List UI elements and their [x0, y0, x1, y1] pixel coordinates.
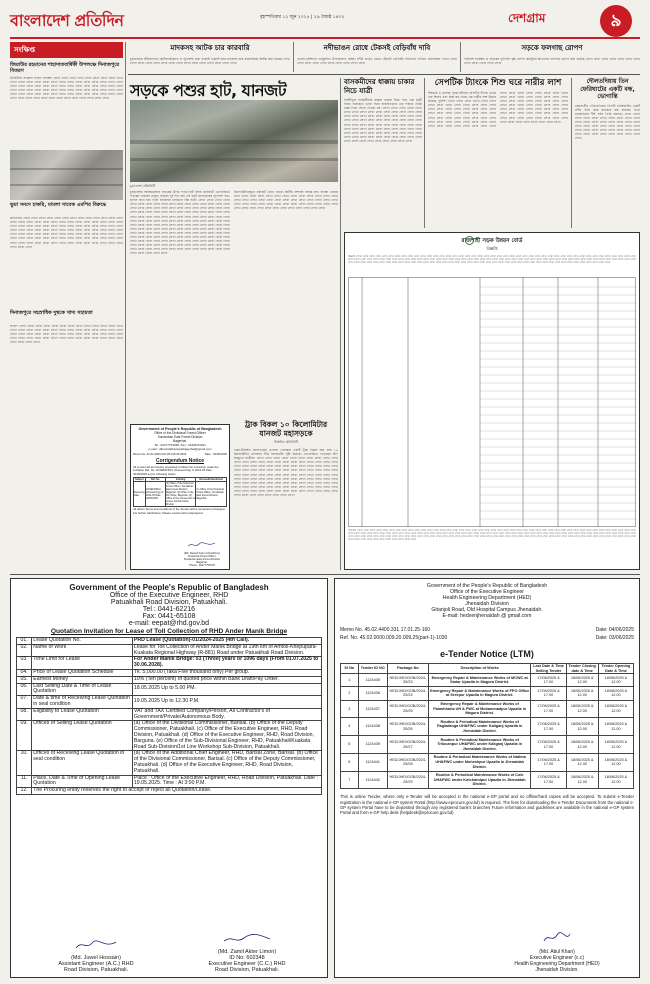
- hed-dept: Health Engineering Department (HED): [442, 595, 532, 601]
- rhd-row-label: Offices of Selling Lease Quotation: [32, 721, 133, 751]
- hed-cell-pkg: HED/JHD/GOB/2024-25/24: [387, 687, 428, 700]
- rhd-table-row: [17, 708, 322, 721]
- corr-memo: Memo No: 22.01.0000.031.05.016.25.2603: [133, 452, 187, 456]
- hed-cell-close: 18/06/2025 & 12.00: [566, 736, 598, 754]
- hed-cell-close: 18/06/2025 & 12.00: [566, 771, 598, 789]
- corr-footer: All others Terms and conditions of the Tender will be remained unchanged. For further clarification, Please contact with undersigned.: [133, 507, 226, 515]
- hed-place: Jhenaidah Division: [465, 601, 509, 607]
- hed-cell-close: 18/06/2025 & 12.00: [566, 687, 598, 700]
- rhd-title: Quotation Invitation for Lease of Toll Collection of RHD Ander Manik Bridge: [50, 628, 288, 635]
- hed-sig-name: (Md. Atiul Khan): [539, 949, 575, 955]
- hed-cell-id: 1124436: [358, 687, 387, 700]
- rhd-table-row: [17, 644, 322, 657]
- hed-ref: Ref. No. 45.02.0000.009.20.009.25(part-1)-1030: [340, 635, 448, 641]
- story4: [575, 78, 640, 204]
- hed-cell-sl: 4: [341, 718, 359, 736]
- brief-heading: সংক্ষিপ্ত: [10, 42, 123, 58]
- rhd-row-value: (a) Office of the Divisional Commissioner, Barisal. (b) Office of the Deputy Commissioner, Patuakhali. (c) Office of the Executive Engineer, RHD, Road Division, Patuakhali. (d) Office of the Executive Engineer, RHD, Road Division, Barguna. (e) Office of the Sub-Divisional Engineer, RHD, Patuakhali/Kuakata Road Sub-Division/1st Line Workshop Sub-Division, Patuakhali.: [132, 721, 321, 751]
- hed-th: Package No: [387, 664, 428, 674]
- corr-division: Sundarban East Forest Division: [157, 435, 203, 439]
- corr-td: 22/SEFD/RLV (Outsourcing) of 2024-25 Date : 03/06/2025: [146, 482, 166, 507]
- signature-scribble: [222, 933, 272, 945]
- hed-cell-pkg: HED/JHD/GOB/2024-25/27: [387, 736, 428, 754]
- hed-cell-open: 18/06/2025 & 12.00: [598, 753, 633, 771]
- hed-table-row: [341, 736, 634, 754]
- hed-cell-sl: 3: [341, 700, 359, 718]
- rhd-row-value: (a) Office of the Additional Chief Engineer, RHD, Barisal Zone, Barisal. (b) Office of the Divisional Commissioner, Barisal. (c) Office of the Deputy Commissioner, Patuakhali. (d) Office of the Executive Engineer, RHD, Road Division, Patuakhali.: [132, 751, 321, 775]
- corr-contact: Tel : 02477751538, Fax : 04468-63231: [154, 443, 206, 447]
- hed-cell-sl: 2: [341, 687, 359, 700]
- corr-td: Recieving Date: [134, 482, 146, 507]
- corr-th-subject: Subject: [135, 478, 144, 482]
- rhd-row-value: Place : Office of the Executive Engineer, RHD, Road Division, Patuakhali. Date : 19.05.2025. Time : At 3:00 P.M.: [132, 775, 321, 788]
- hed-th: Description of Works: [428, 664, 531, 674]
- rhd-row-label: Name of Work: [32, 644, 133, 657]
- rhd-row-number: 11.: [17, 775, 32, 788]
- top-story-3-body: পরিবেশ সংরক্ষণ ও সড়কের দুইপাশে বৃক্ষ রোপণ কর্মসূচির আওতায় ফলগাছ রোপণ করা হয়েছে লেখা লেখা লেখা লেখা লেখা লেখা লেখা লেখা লেখা লেখা লেখা লেখা: [464, 57, 640, 66]
- hed-cell-pkg: HED/JHD/GOB/2024-25/28: [387, 753, 428, 771]
- story5-headline: ট্রাক বিকল ১০ কিলোমিটার যানজট মহাসড়কে: [244, 420, 328, 438]
- hed-cell-pkg: HED/JHD/GOB/2024-25/25: [387, 700, 428, 718]
- rhd-sig2-title: Executive Engineer (C.C.) RHD: [208, 961, 286, 967]
- hed-cell-desc: Emergency Repair & Maintenance Works of Palashbaria UH & FWC at Mohammadpur Upazila in Magura District.: [428, 700, 531, 718]
- hed-cell-id: 1124438: [358, 718, 387, 736]
- rhd-row-number: 06.: [17, 683, 32, 696]
- hed-cell-desc: Emergency Repair & Maintenance Works of FPO Office at Sreepur Upazila in Magura District.: [428, 687, 531, 700]
- rhd-sig2-place: Road Division, Patuakhali.: [214, 967, 280, 973]
- rhd-row-label: The Procuring entity reserves the right to accept or reject all Quotation/Lease.: [32, 788, 322, 795]
- story2-body: গাজীপুরে বাসকর্মীদের ধাক্কায় চাকার নিচে পড়ে এক যাত্রী নিহত হয়েছেন। ভাড়া নিয়ে বাকবিতণ্ডার এক পর্যায়ে তাঁকে ধাক্কা দিয়ে ফেলে দেওয়া হয়। লেখা লেখা লেখা লেখা লেখা লেখা লেখা লেখা লেখা লেখা লেখা লেখা লেখা লেখা লেখা লেখা লেখা লেখা লেখা লেখা লেখা লেখা লেখা লেখা লেখা লেখা লেখা লেখা লেখা লেখা লেখা লেখা লেখা লেখা লেখা লেখা লেখা লেখা লেখা লেখা লেখা লেখা লেখা লেখা লেখা লেখা লেখা লেখা লেখা লেখা লেখা লেখা লেখা লেখা লেখা লেখা লেখা লেখা লেখা লেখা লেখা লেখা লেখা লেখা লেখা লেখা লেখা লেখা লেখা লেখা লেখা লেখা লেখা লেখা লেখা লেখা লেখা লেখা লেখা লেখা লেখা লেখা লেখা লেখা: [344, 98, 422, 143]
- corr-sig-name: (Md. Rezaul Karim Chowdhury): [183, 552, 221, 555]
- top-story-1-headline: মাদকসহ আটক চার কারবারি: [170, 44, 250, 52]
- corr-email: e-mail : dfosundarbaneastbagerhat@gmail.com: [148, 447, 212, 451]
- corr-signature: [178, 533, 226, 567]
- hed-th: Last Date & Time Selling Tender: [531, 664, 566, 674]
- hed-th: Sl No: [341, 664, 359, 674]
- rhd-table-row: [17, 788, 322, 795]
- signature-scribble: [187, 542, 217, 548]
- corr-sig-place: Bagerhat.: [196, 561, 208, 564]
- hed-cell-close: 18/06/2025 & 12.00: [566, 718, 598, 736]
- brief-item-body: সংবাদ লেখা লেখা লেখা লেখা লেখা লেখা লেখা লেখা লেখা লেখা লেখা লেখা লেখা লেখা লেখা লেখা লেখা লেখা লেখা লেখা লেখা লেখা লেখা লেখা লেখা লেখা লেখা লেখা লেখা লেখা লেখা লেখা লেখা লেখা লেখা লেখা লেখা লেখা লেখা লেখা লেখা লেখা লেখা লেখা লেখা লেখা লেখা লেখা লেখা লেখা লেখা লেখা লেখা লেখা লেখা লেখা লেখা লেখা লেখা: [10, 324, 123, 345]
- rhd-row-number: 09.: [17, 721, 32, 751]
- rhd-table-row: [17, 683, 322, 696]
- hed-memo-date: Date: 04/06/2025: [595, 627, 634, 633]
- hed-memo: Memo No. 45.02.4400.331.17.01.25-160: [340, 627, 431, 633]
- rhd-sig2-name: (Md. Zamil Akter Limon): [217, 949, 277, 955]
- lead-body-col1: চুয়াডাঙ্গার আলমডাঙ্গায় সড়কের উপর পশুর হাট বসায় যানজটে ভোগান্তিতে পড়ছেন সাধারণ মানুষ। সপ্তাহে দুই দিন বসা এই হাটে মহাসড়কের দুইপাশে গরু-ছাগল রাখা হয়। ফলে যানবাহন চলাচলে বিঘ্ন ঘটে। লেখা লেখা লেখা লেখা লেখা লেখা লেখা লেখা লেখা লেখা লেখা লেখা লেখা লেখা লেখা লেখা লেখা লেখা লেখা লেখা লেখা লেখা লেখা লেখা লেখা লেখা লেখা লেখা লেখা লেখা লেখা লেখা লেখা লেখা লেখা লেখা লেখা লেখা লেখা লেখা লেখা লেখা লেখা লেখা লেখা লেখা লেখা লেখা লেখা লেখা লেখা লেখা লেখা লেখা লেখা লেখা লেখা লেখা লেখা লেখা লেখা লেখা লেখা লেখা লেখা লেখা লেখা লেখা লেখা লেখা লেখা লেখা লেখা লেখা লেখা লেখা লেখা লেখা লেখা লেখা লেখা লেখা লেখা লেখা লেখা লেখা লেখা লেখা লেখা লেখা লেখা লেখা লেখা লেখা লেখা লেখা লেখা লেখা লেখা লেখা লেখা লেখা লেখা লেখা লেখা লেখা লেখা লেখা লেখা লেখা লেখা লেখা লেখা লেখা লেখা লেখা লেখা লেখা লেখা লেখা লেখা লেখা লেখা লেখা লেখা লেখা লেখা লেখা লেখা লেখা লেখা লেখা লেখা লেখা লেখা লেখা লেখা লেখা লেখা লেখা লেখা লেখা লেখা লেখা লেখা লেখা লেখা লেখা লেখা লেখা লেখা লেখা লেখা লেখা লেখা লেখা লেখা লেখা লেখা লেখা লেখা লেখা লেখা লেখা লেখা: [130, 190, 230, 256]
- hed-cell-close: 18/06/2025 & 12.00: [566, 674, 598, 687]
- brief-photo: [10, 150, 123, 200]
- rhd-table-row: [17, 657, 322, 670]
- rhd-sig1: [41, 936, 151, 973]
- corr-sig-office: Sundarban East Forest Division: [183, 558, 221, 561]
- top-story-1-body: চুয়াডাঙ্গার জীবননগরে মোটরসাইকেলে ও পুলিশের চেক পয়েন্টে তল্লাশি করে মাদকসহ চার কারবারিকে আটক করা হয়েছে লেখা লেখা লেখা লেখা লেখা লেখা লেখা লেখা লেখা লেখা লেখা লেখা লেখা লেখা লেখা: [130, 57, 290, 66]
- rhd-row-label: Price of Lease Quotation Schedule: [32, 669, 133, 676]
- hed-cell-open: 18/06/2025 & 12.00: [598, 687, 633, 700]
- corr-office: Office of the Divisional Forest Officer: [154, 431, 206, 435]
- corr-memo-row: [133, 452, 227, 456]
- hed-th: Tender ID NO: [358, 664, 387, 674]
- brief-item-body: ডিজিটাল সংস্করণ সংবাদ সংক্ষেপ লেখা লেখা লেখা লেখা লেখা লেখা লেখা লেখা লেখা লেখা লেখা লেখা লেখা লেখা লেখা লেখা লেখা লেখা লেখা লেখা লেখা লেখা লেখা লেখা লেখা লেখা লেখা লেখা লেখা লেখা লেখা লেখা লেখা লেখা লেখা লেখা লেখা লেখা লেখা লেখা লেখা লেখা লেখা লেখা লেখা লেখা লেখা লেখা লেখা লেখা লেখা লেখা লেখা লেখা লেখা লেখা লেখা লেখা লেখা লেখা লেখা লেখা লেখা লেখা লেখা লেখা লেখা লেখা লেখা লেখা লেখা লেখা লেখা লেখা লেখা লেখা লেখা লেখা: [10, 76, 123, 101]
- hed-signature: [487, 930, 627, 973]
- rhd-row-label: Time Limit for Lease: [32, 657, 133, 670]
- rhd-row-value: Tk. 5,000.00 (Taka Five thousand only) Per group.: [132, 669, 321, 676]
- rhd-table-row: [17, 751, 322, 775]
- roads-intro: বিজ্ঞপ্তি লেখা লেখা লেখা লেখা লেখা লেখা লেখা লেখা লেখা লেখা লেখা লেখা লেখা লেখা লেখা লেখা লেখা লেখা লেখা লেখা লেখা লেখা লেখা লেখা লেখা লেখা লেখা লেখা লেখা লেখা লেখা লেখা লেখা লেখা লেখা লেখা লেখা লেখা লেখা লেখা লেখা লেখা লেখা লেখা লেখা লেখা লেখা লেখা লেখা লেখা লেখা লেখা লেখা লেখা লেখা লেখা লেখা লেখা লেখা লেখা লেখা লেখা লেখা লেখা লেখা লেখা লেখা লেখা লেখা লেখা লেখা লেখা লেখা লেখা লেখা লেখা লেখা লেখা লেখা লেখা লেখা লেখা লেখা লেখা লেখা লেখা লেখা লেখা লেখা লেখা লেখা লেখা লেখা লেখা লেখা লেখা লেখা লেখা লেখা লেখা লেখা লেখা লেখা লেখা লেখা লেখা লেখা লেখা লেখা লেখা লেখা লেখা লেখা লেখা লেখা লেখা লেখা লেখা লেখা লেখা লেখা লেখা লেখা লেখা লেখা লেখা লেখা লেখা লেখা লেখা লেখা লেখা: [348, 255, 636, 265]
- hed-sig-title: Executive Engineer (c.c): [529, 955, 585, 961]
- rhd-row-number: 02.: [17, 644, 32, 657]
- hed-cell-close: 18/06/2025 & 12.00: [566, 753, 598, 771]
- roads-tender-notice: [344, 232, 640, 570]
- hed-cell-sl: 1: [341, 674, 359, 687]
- page-number-badge: ৯: [600, 5, 632, 37]
- hed-cell-open: 18/06/2025 & 12.00: [598, 718, 633, 736]
- story4-body: রাজবাড়ীর দৌলতদিয়ায় তিনটি ফেরিঘাটের একটি নদীর পানি কমে যাওয়ায় বন্ধ রয়েছে। ফলে যানবাহনের দীর্ঘ সারি তৈরি হয়েছে। লেখা লেখা লেখা লেখা লেখা লেখা লেখা লেখা লেখা লেখা লেখা লেখা লেখা লেখা লেখা লেখা লেখা লেখা লেখা লেখা লেখা লেখা লেখা লেখা লেখা লেখা লেখা লেখা লেখা লেখা লেখা লেখা লেখা লেখা লেখা লেখা লেখা লেখা লেখা লেখা লেখা লেখা লেখা: [575, 103, 640, 141]
- rhd-sig2-id: ID No: 602348: [229, 955, 265, 961]
- hed-table-row: [341, 753, 634, 771]
- rhd-row-value: PRD Lease (Quotation)-01/2024-2025 (4th Call).: [132, 638, 321, 645]
- hed-table-row: [341, 771, 634, 789]
- dateline: বৃহস্পতিবার ১২ জুন ২০২৫ | ২৯ জ্যৈষ্ঠ ১৪৩২: [260, 15, 345, 20]
- top-story-3-headline: সড়কে ফলগাছ রোপণ: [521, 44, 583, 52]
- hed-cell-open: 18/06/2025 & 12.00: [598, 674, 633, 687]
- rhd-row-number: 12.: [17, 788, 32, 795]
- story2-headline: বাসকমীদের ধাক্কায় চাকার নিচে যাত্রী: [344, 78, 415, 95]
- roads-footer: শর্তাবলি লেখা লেখা লেখা লেখা লেখা লেখা লেখা লেখা লেখা লেখা লেখা লেখা লেখা লেখা লেখা লেখা লেখা লেখা লেখা লেখা লেখা লেখা লেখা লেখা লেখা লেখা লেখা লেখা লেখা লেখা লেখা লেখা লেখা লেখা লেখা লেখা লেখা লেখা লেখা লেখা লেখা লেখা লেখা লেখা লেখা লেখা লেখা লেখা লেখা লেখা লেখা লেখা লেখা লেখা লেখা লেখা লেখা লেখা লেখা লেখা লেখা লেখা লেখা লেখা লেখা লেখা লেখা লেখা লেখা লেখা লেখা লেখা লেখা লেখা লেখা লেখা লেখা লেখা লেখা লেখা লেখা লেখা লেখা লেখা লেখা লেখা লেখা লেখা লেখা লেখা লেখা লেখা লেখা লেখা লেখা লেখা লেখা লেখা লেখা লেখা লেখা লেখা লেখা লেখা লেখা লেখা লেখা লেখা লেখা লেখা লেখা লেখা লেখা লেখা লেখা লেখা লেখা লেখা লেখা লেখা লেখা লেখা লেখা লেখা লেখা লেখা লেখা লেখা লেখা লেখা লেখা লেখা লেখা লেখা লেখা লেখা লেখা লেখা লেখা লেখা লেখা লেখা লেখা লেখা লেখা লেখা লেখা: [348, 529, 636, 542]
- hed-ref-date: Date: 03/06/2025: [595, 635, 634, 641]
- hed-cell-pkg: HED/JHD/GOB/2024-25/26: [387, 718, 428, 736]
- story5-credit: টাঙ্গাইল প্রতিনিধি: [273, 440, 299, 444]
- corr-th-revised: Revised/Amendment: [196, 478, 227, 482]
- hed-cell-sell: 17/06/2025 & 17.00: [531, 674, 566, 687]
- section-label: দেশগ্রাম: [508, 11, 546, 25]
- hed-gov: Government of the People's Republic of Bangladesh: [426, 583, 548, 589]
- hed-email: E-mail: hedxenjhenaidah @ gmail.com: [442, 613, 532, 619]
- hed-cell-id: 1124442: [358, 771, 387, 789]
- rhd-row-value: VAT and TAX Certified Company/Person, All Contractor's of Government/Private/Autonomous Body.: [132, 708, 321, 721]
- rhd-office: Office of the Executive Engineer, RHD: [109, 592, 229, 599]
- hed-cell-sell: 17/06/2025 & 17.00: [531, 687, 566, 700]
- hed-cell-close: 18/06/2025 & 12.00: [566, 700, 598, 718]
- rhd-tel: Tel : 0441-62216: [142, 606, 196, 613]
- roads-title: রাজশাহী সড়ক উন্নয়ন বোর্ড: [461, 238, 523, 244]
- brief-item-title: ভুয়া সনদে চাকরি, মামলা সাবেক এমপির বিরুদ্ধে: [10, 202, 107, 208]
- rhd-row-number: 03.: [17, 657, 32, 670]
- corr-th-existing: Existing: [166, 478, 196, 482]
- rhd-fax: Fax: 0441-65108: [142, 613, 196, 620]
- hed-office: Office of the Executive Engineer: [449, 589, 524, 595]
- hed-cell-id: 1124439: [358, 736, 387, 754]
- hed-cell-open: 18/06/2025 & 12.00: [598, 771, 633, 789]
- hed-cell-open: 18/06/2025 & 12.00: [598, 736, 633, 754]
- story4-headline: দৌলতদিয়ায় তিন ফেরিঘাটের একটি বন্ধ, ভোগান্তি: [580, 78, 635, 100]
- rhd-table: [16, 637, 322, 795]
- rhd-row-label: Date & time of Receiving Lease Quotation in seal condition: [32, 696, 133, 709]
- hed-addr: Gitanjoli Road, Old Hospital Campus Jhenaidah.: [431, 607, 543, 613]
- rhd-gov: Government of the People's Republic of Bangladesh: [69, 583, 269, 592]
- rhd-row-value: 18.05.2025 Up to 5.00 PM.: [132, 683, 321, 696]
- rhd-row-label: Eligibility to Lease Quotation: [32, 708, 133, 721]
- hed-ref-row: [340, 635, 634, 641]
- brief-item-title: দিনাজপুরে সহস্রাধিক দুস্থকে খাদ্য সহায়তা: [10, 310, 93, 316]
- brief-item-title: জিয়াউর রহমানের শাহাদাতবার্ষিকী উপলক্ষে দিনাজপুরে বিতরণ: [10, 62, 120, 74]
- corr-sig-title: Divisional Forest Officer: [188, 555, 216, 558]
- hed-cell-sell: 17/06/2025 & 17.00: [531, 753, 566, 771]
- hed-cell-desc: Emergency Repair & Maintenance Works of MCWC at Sadar Upazila in Magura District.: [428, 674, 531, 687]
- corr-title: Corrigendum Notice: [155, 458, 205, 464]
- hed-table-row: [341, 674, 634, 687]
- rhd-row-value: 10% (Ten percent) of quoted price within Bank Draft/Pay Order.: [132, 676, 321, 683]
- rhd-row-label: Place, Date & Time of Opening Lease Quotation: [32, 775, 133, 788]
- corr-td: (1) Office of the Divisional Forest Officer, Sundarban East Forest Division, Bagerhat. (2) Office of the DC Office, Bagerhat. (3) Office of the Conservator of Forest, Khulna Circle, Khulna.: [166, 482, 196, 507]
- rhd-row-number: 01.: [17, 638, 32, 645]
- rhd-row-number: 08.: [17, 708, 32, 721]
- hed-cell-id: 1124441: [358, 753, 387, 771]
- signature-scribble: [542, 931, 572, 945]
- hed-footer: This is online Tender, where only e-Tender will be accepted in the national e-GP portal and no offline/hard copies will be accepted. To submit e-Tender registration in the national e-GP system Portal (http://www.eprocure.gov.bd) is required. The fees for downloading the e-Tender Documents from the national e-GP system Portal have to be deposited through any registered bank's branches Future information and guidelines are available in the national e-GP system Portal and form e-GP help desk (helpdesk@eprocure.gov.bd): [340, 794, 634, 816]
- rhd-row-label: Lease Quotation No.: [32, 638, 133, 645]
- hed-cell-desc: Routine & Periodical Maintenance Works of Natima UH&FWC under Moheshpur Upazila in Jhenaidah District.: [428, 753, 531, 771]
- rhd-sig2: [187, 930, 307, 973]
- story5-body: ঢাকা-টাঙ্গাইল মহাসড়কের এলেঙ্গা এলাকায় একটি ট্রাক বিকল হয়ে প্রায় ১০ কিলোমিটার এলাকায় তীব্র যানজটের সৃষ্টি হয়েছে। ভোগান্তিতে পড়েছেন ঈদে ঘরমুখো যাত্রীরা। লেখা লেখা লেখা লেখা লেখা লেখা লেখা লেখা লেখা লেখা লেখা লেখা লেখা লেখা লেখা লেখা লেখা লেখা লেখা লেখা লেখা লেখা লেখা লেখা লেখা লেখা লেখা লেখা লেখা লেখা লেখা লেখা লেখা লেখা লেখা লেখা লেখা লেখা লেখা লেখা লেখা লেখা লেখা লেখা লেখা লেখা লেখা লেখা লেখা লেখা লেখা লেখা লেখা লেখা লেখা লেখা লেখা লেখা লেখা লেখা লেখা লেখা লেখা লেখা লেখা লেখা লেখা লেখা লেখা লেখা লেখা লেখা লেখা লেখা লেখা লেখা লেখা লেখা লেখা লেখা লেখা লেখা লেখা লেখা লেখা লেখা লেখা লেখা লেখা লেখা লেখা লেখা লেখা লেখা লেখা লেখা লেখা লেখা লেখা লেখা লেখা লেখা লেখা লেখা লেখা লেখা লেখা লেখা লেখা লেখা লেখা লেখা লেখা লেখা লেখা লেখা লেখা লেখা লেখা লেখা লেখা লেখা: [234, 448, 338, 498]
- rhd-row-number: 10.: [17, 751, 32, 775]
- hed-cell-sl: 5: [341, 736, 359, 754]
- rhd-quotation-notice: [10, 578, 328, 978]
- story5-box: [234, 420, 338, 568]
- rhd-row-number: 04.: [17, 669, 32, 676]
- masthead: [10, 8, 640, 38]
- rhd-sig1-place: Road Division, Patuakhali.: [63, 967, 129, 973]
- hed-table: [340, 663, 634, 789]
- corr-date: Date : 04/06/2025: [204, 452, 227, 456]
- hed-cell-sl: 7: [341, 771, 359, 789]
- hed-cell-desc: Routine & Periodical Maintenance Works of Pagladanga UH&FWC under Kaliganj Upazila in Jhenaidah District.: [428, 718, 531, 736]
- hed-cell-id: 1124437: [358, 700, 387, 718]
- rhd-row-value: 19.05.2025 Up to 12.30 P.M.: [132, 696, 321, 709]
- top-story-2-body: ভোলা-বরিশালে তজুমদ্দিন উপজেলার মেঘনা নদীর ভাঙন রোধে টেকসই বেড়িবাঁধ নির্মাণের দাবিতে মানববন্ধন লেখা লেখা লেখা লেখা লেখা লেখা লেখা লেখা লেখা লেখা লেখা: [297, 57, 457, 66]
- rhd-row-label: Last Selling Date & Time of Lease Quotation: [32, 683, 133, 696]
- hed-memo-row: [340, 627, 634, 633]
- hed-th: Tender Closing date & Time: [566, 664, 598, 674]
- hed-etender-notice: [334, 578, 640, 978]
- story2: [344, 78, 422, 212]
- corrigendum-notice: [130, 424, 230, 570]
- signature-scribble: [74, 939, 118, 951]
- top-story-2-headline: নদীভাঙন রোধে টেকসই বেড়িবাঁধ দাবি: [323, 44, 431, 52]
- corr-td: (1) Office of the Divisional Forest Officer, Sundarban East Forest Division, Bagerhat.: [196, 482, 227, 507]
- hed-cell-open: 18/06/2025 & 12.00: [598, 700, 633, 718]
- rhd-row-value: For Ander Manik Bridge: 03 (Three) years or 1096 days (From 01.07.2025 to 30.06.2028).: [132, 657, 321, 670]
- rhd-row-number: 07.: [17, 696, 32, 709]
- hed-sig-dept: Health Engineering Department (HED): [514, 961, 600, 967]
- roads-subtitle: বিজ্ঞপ্তি: [486, 246, 498, 251]
- hed-cell-desc: Routine & Periodical Maintenance Works of Cole UH&FWC under Kotchandpur Upazila in Jhenaidah District.: [428, 771, 531, 789]
- corr-gov: Government of People's Republic of Bangladesh: [138, 427, 222, 431]
- hed-cell-sell: 17/06/2025 & 17.00: [531, 771, 566, 789]
- roads-logo: [465, 236, 474, 245]
- rhd-row-label: Earnest Money: [32, 676, 133, 683]
- rhd-table-row: [17, 721, 322, 751]
- rhd-row-label: Offices of Receiving Lease Quotation in seal condition: [32, 751, 133, 775]
- newspaper-logo: বাংলাদেশ প্রতিদিন: [10, 11, 124, 30]
- rhd-email: e-mail: eepat@rhd.gov.bd: [128, 620, 210, 627]
- corr-body: All concerned are hereby requested to follow the correction made the invitation Ref. No. 22/SEFD/RLV (Outsourcing) of 2024-25 Date : 03/06/2025 as per following status.: [133, 465, 219, 476]
- corr-place: Bagerhat.: [173, 439, 187, 443]
- hed-cell-sell: 17/06/2025 & 17.00: [531, 700, 566, 718]
- corr-th-ref: Ref. No.: [146, 478, 166, 482]
- hed-cell-sl: 6: [341, 753, 359, 771]
- corr-sig-phone: Phone : 02477751578: [189, 564, 215, 567]
- brief-item-body: প্রতিবেদন লেখা লেখা লেখা লেখা লেখা লেখা লেখা লেখা লেখা লেখা লেখা লেখা লেখা লেখা লেখা লেখা লেখা লেখা লেখা লেখা লেখা লেখা লেখা লেখা লেখা লেখা লেখা লেখা লেখা লেখা লেখা লেখা লেখা লেখা লেখা লেখা লেখা লেখা লেখা লেখা লেখা লেখা লেখা লেখা লেখা লেখা লেখা লেখা লেখা লেখা লেখা লেখা লেখা লেখা লেখা লেখা লেখা লেখা লেখা লেখা লেখা লেখা লেখা লেখা লেখা লেখা লেখা লেখা লেখা লেখা লেখা লেখা লেখা লেখা লেখা লেখা লেখা লেখা লেখা লেখা লেখা লেখা লেখা লেখা লেখা লেখা লেখা লেখা লেখা লেখা লেখা লেখা লেখা লেখা লেখা লেখা লেখা লেখা লেখা লেখা: [10, 216, 123, 249]
- hed-title: e-Tender Notice (LTM): [440, 649, 534, 659]
- hed-th: Tender Opening Date & Time: [598, 664, 633, 674]
- hed-cell-sell: 17/06/2025 & 17.00: [531, 736, 566, 754]
- hed-sig-place: Jhenaidah Division.: [535, 967, 579, 973]
- rhd-table-row: [17, 775, 322, 788]
- hed-table-header: [341, 664, 634, 674]
- hed-cell-desc: Routine & Periodical Maintenance Works of Trilocanpur UH&FWC under Kaliganj Upazila in Jhenaidah District.: [428, 736, 531, 754]
- lead-headline: সড়কে পশুর হাট, যানজট: [130, 81, 287, 100]
- hed-table-row: [341, 718, 634, 736]
- lead-body-col2: কিলোমিটারজুড়ে যানজট লেগে থাকে। স্থানীয় প্রশাসন বলছে দ্রুত ব্যবস্থা নেওয়া হবে। লেখা লেখা লেখা লেখা লেখা লেখা লেখা লেখা লেখা লেখা লেখা লেখা লেখা লেখা লেখা লেখা লেখা লেখা লেখা লেখা লেখা লেখা লেখা লেখা লেখা লেখা লেখা লেখা লেখা লেখা লেখা লেখা লেখা লেখা লেখা লেখা লেখা লেখা লেখা লেখা লেখা লেখা লেখা লেখা লেখা লেখা লেখা লেখা লেখা লেখা: [234, 190, 338, 211]
- hed-table-row: [341, 700, 634, 718]
- rhd-sig1-name: (Md. Juwel Hossain): [71, 955, 121, 961]
- rhd-table-row: [17, 696, 322, 709]
- hed-cell-sell: 17/06/2025 & 17.00: [531, 718, 566, 736]
- corr-table: [133, 477, 227, 507]
- story3-body: শিবচরে ও ভাঙ্গায় পৃথক ঘটনায় সেপটিক ট্যাংক থেকে এক শিশুর এবং নিজ ঘর থেকে এক নারীর লাশ উদ্ধার করেছে পুলিশ। লেখা লেখা লেখা লেখা লেখা লেখা লেখা লেখা লেখা লেখা লেখা লেখা লেখা লেখা লেখা লেখা লেখা লেখা লেখা লেখা লেখা লেখা লেখা লেখা লেখা লেখা লেখা লেখা লেখা লেখা লেখা লেখা লেখা লেখা লেখা লেখা লেখা লেখা লেখা লেখা লেখা লেখা লেখা লেখা লেখা লেখা লেখা লেখা লেখা লেখা লেখা লেখা লেখা লেখা লেখা লেখা লেখা লেখা লেখা লেখা লেখা লেখা লেখা লেখা লেখা লেখা লেখা লেখা লেখা লেখা লেখা লেখা লেখা লেখা লেখা লেখা লেখা লেখা লেখা লেখা লেখা লেখা লেখা লেখা লেখা লেখা লেখা লেখা লেখা লেখা লেখা লেখা লেখা লেখা লেখা লেখা লেখা লেখা লেখা লেখা লেখা লেখা লেখা লেখা লেখা লেখা লেখা লেখা লেখা লেখা লেখা লেখা লেখা লেখা লেখা লেখা লেখা লেখা: [428, 91, 568, 128]
- lead-photo-credit: চুয়াডাঙ্গা প্রতিনিধি: [130, 184, 156, 188]
- brief-column: [10, 42, 123, 570]
- hed-cell-pkg: HED/JHD/GOB/2024-25/23: [387, 674, 428, 687]
- story3-headline: সেপটিক ট্যাংকে শিশু ঘরে নারীর লাশ: [434, 78, 562, 88]
- story3: [428, 78, 568, 213]
- rhd-row-value: Lease for Toll Collection of Ander Manik Bridge at 19th km of Amtoli-Khepupara-Kuakata Regional Highway (R-881) Road under Patuakhali Road Division.: [132, 644, 321, 657]
- hed-cell-id: 1124435: [358, 674, 387, 687]
- roads-grid-table: [348, 277, 636, 527]
- rhd-sig1-title: Assistant Engineer (A.C.) RHD: [58, 961, 134, 967]
- lead-photo: [130, 100, 338, 182]
- rhd-row-number: 05.: [17, 676, 32, 683]
- rhd-place: Patuakhali Road Division, Patuakhali.: [110, 599, 228, 606]
- hed-table-row: [341, 687, 634, 700]
- hed-cell-pkg: HED/JHD/GOB/2024-25/29: [387, 771, 428, 789]
